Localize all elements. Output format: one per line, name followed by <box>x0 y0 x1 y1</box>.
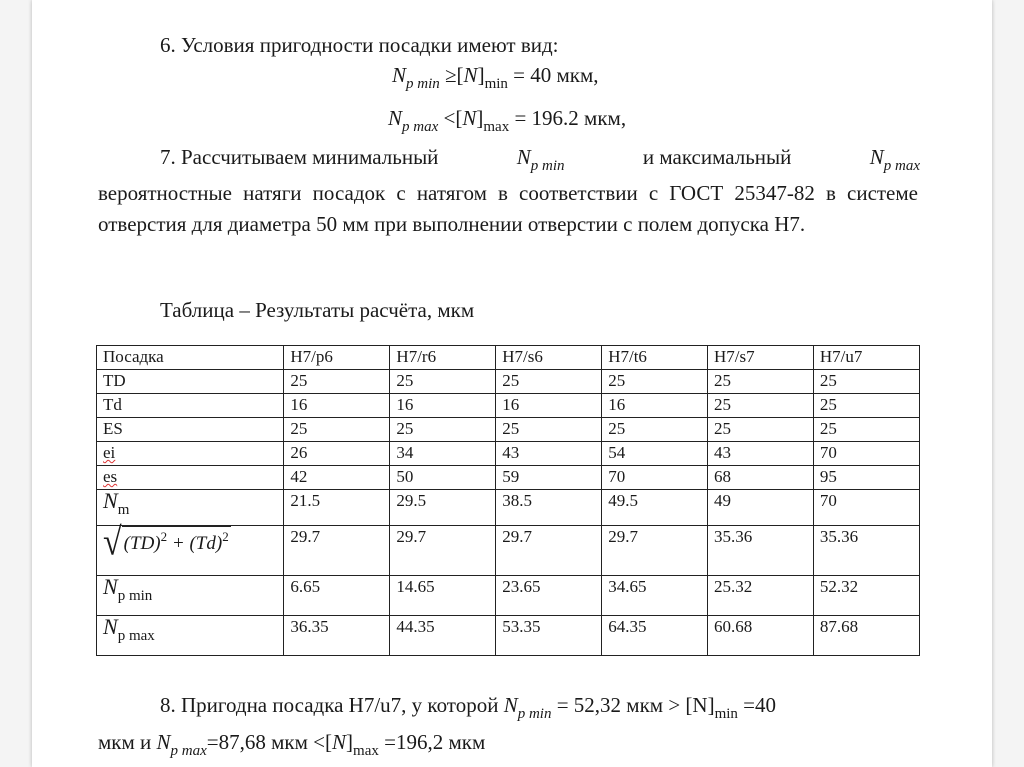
table-cell: 25 <box>284 370 390 394</box>
results-table <box>96 345 920 656</box>
table-cell: 25 <box>813 394 919 418</box>
condition-max: $N_{p max} <[N]_{max} = 196.2$ мкм, <box>388 106 627 135</box>
table-cell: 70 <box>602 466 708 490</box>
table-cell: 38.5 <box>496 490 602 526</box>
table-cell: 29.7 <box>390 526 496 576</box>
table-cell: 25.32 <box>707 576 813 616</box>
table-cell: 64.35 <box>602 616 708 656</box>
table-cell: 60.68 <box>707 616 813 656</box>
table-row <box>97 442 920 466</box>
table-cell: 44.35 <box>390 616 496 656</box>
table-cell: 53.35 <box>496 616 602 656</box>
table-row <box>97 418 920 442</box>
header-cell: Посадка <box>97 346 284 370</box>
table-cell: 25 <box>707 418 813 442</box>
table-cell: 43 <box>496 442 602 466</box>
section-7-first-line: 7. Рассчитываем минимальный $N_{p min}$ и максимальный $N_{p max}$ <box>160 145 920 174</box>
table-cell: 25 <box>496 418 602 442</box>
sqrt-formula: √ $(TD)^2 + (Td)^2$ <box>103 521 229 564</box>
row-label: $N_m$ <box>97 490 284 526</box>
table-row <box>97 576 920 616</box>
table-cell: 29.7 <box>496 526 602 576</box>
table-cell: 50 <box>390 466 496 490</box>
table-cell: 25 <box>707 394 813 418</box>
table-cell: 16 <box>496 394 602 418</box>
row-label: $N_{p min}$ <box>97 576 284 616</box>
table-row <box>97 394 920 418</box>
table-cell: 16 <box>284 394 390 418</box>
row-label: TD <box>97 370 284 394</box>
table-cell: 16 <box>390 394 496 418</box>
header-cell: H7/s6 <box>496 346 602 370</box>
table-cell: 21.5 <box>284 490 390 526</box>
table-cell: 42 <box>284 466 390 490</box>
row-label: ES <box>97 418 284 442</box>
table-cell: 25 <box>390 370 496 394</box>
table-cell: 35.36 <box>707 526 813 576</box>
header-cell: H7/r6 <box>390 346 496 370</box>
table-row <box>97 466 920 490</box>
table-cell: 25 <box>390 418 496 442</box>
table-cell: 52.32 <box>813 576 919 616</box>
table-cell: 6.65 <box>284 576 390 616</box>
table-cell: 25 <box>602 370 708 394</box>
table-cell: 68 <box>707 466 813 490</box>
table-cell: 35.36 <box>813 526 919 576</box>
table-cell: 25 <box>496 370 602 394</box>
table-cell: 95 <box>813 466 919 490</box>
table-cell: 14.65 <box>390 576 496 616</box>
table-cell: 25 <box>602 418 708 442</box>
table-cell: 16 <box>602 394 708 418</box>
table-cell: 25 <box>813 370 919 394</box>
row-label: ei <box>97 442 284 466</box>
table-cell: 70 <box>813 490 919 526</box>
table-cell: 25 <box>707 370 813 394</box>
table-cell: 29.7 <box>602 526 708 576</box>
table-row <box>97 490 920 526</box>
table-cell: 34 <box>390 442 496 466</box>
table-cell: 26 <box>284 442 390 466</box>
table-row <box>97 526 920 576</box>
table-row <box>97 370 920 394</box>
table-cell: 43 <box>707 442 813 466</box>
table-cell: 29.5 <box>390 490 496 526</box>
row-label-formula <box>97 521 284 576</box>
table-cell: 54 <box>602 442 708 466</box>
row-label: Td <box>97 394 284 418</box>
section-6-heading: 6. Условия пригодности посадки имеют вид: <box>160 33 559 57</box>
table-cell: 25 <box>284 418 390 442</box>
condition-min: $N_{p min} \ge[N]_{min} = 40$ мкм, <box>392 63 599 92</box>
table-cell: 59 <box>496 466 602 490</box>
section-7-body: вероятностные натяги посадок с натягом в соответствии с ГОСТ 25347-82 в системе отверстия для диаметра 50 мм при выполнении отверстии с полем допуска H7. <box>98 181 918 236</box>
header-cell: H7/p6 <box>284 346 390 370</box>
table-cell: 36.35 <box>284 616 390 656</box>
row-label: es <box>97 466 284 490</box>
header-cell: H7/t6 <box>602 346 708 370</box>
row-label: $N_{p max}$ <box>97 616 284 656</box>
document-page <box>32 0 992 767</box>
header-cell: H7/s7 <box>707 346 813 370</box>
section-8-line-1: 8. Пригодна посадка H7/u7, у которой $N_{p min} = 52,32$ мкм > $[N]_{min} =40$ <box>160 693 777 722</box>
table-row <box>97 616 920 656</box>
table-cell: 29.7 <box>284 526 390 576</box>
table-cell: 34.65 <box>602 576 708 616</box>
table-cell: 23.65 <box>496 576 602 616</box>
table-cell: 49.5 <box>602 490 708 526</box>
sqrt-icon: √ <box>103 521 122 564</box>
table-header-row <box>97 346 920 370</box>
table-cell: 87.68 <box>813 616 919 656</box>
table-caption: Таблица – Результаты расчёта, мкм <box>160 298 475 322</box>
table-cell: 25 <box>813 418 919 442</box>
table-cell: 70 <box>813 442 919 466</box>
header-cell: H7/u7 <box>813 346 919 370</box>
table-cell: 49 <box>707 490 813 526</box>
section-8-line-2: мкм и $N_{p max}=87,68$ мкм $<[N]_{max} =196,2$ мкм <box>98 730 486 759</box>
